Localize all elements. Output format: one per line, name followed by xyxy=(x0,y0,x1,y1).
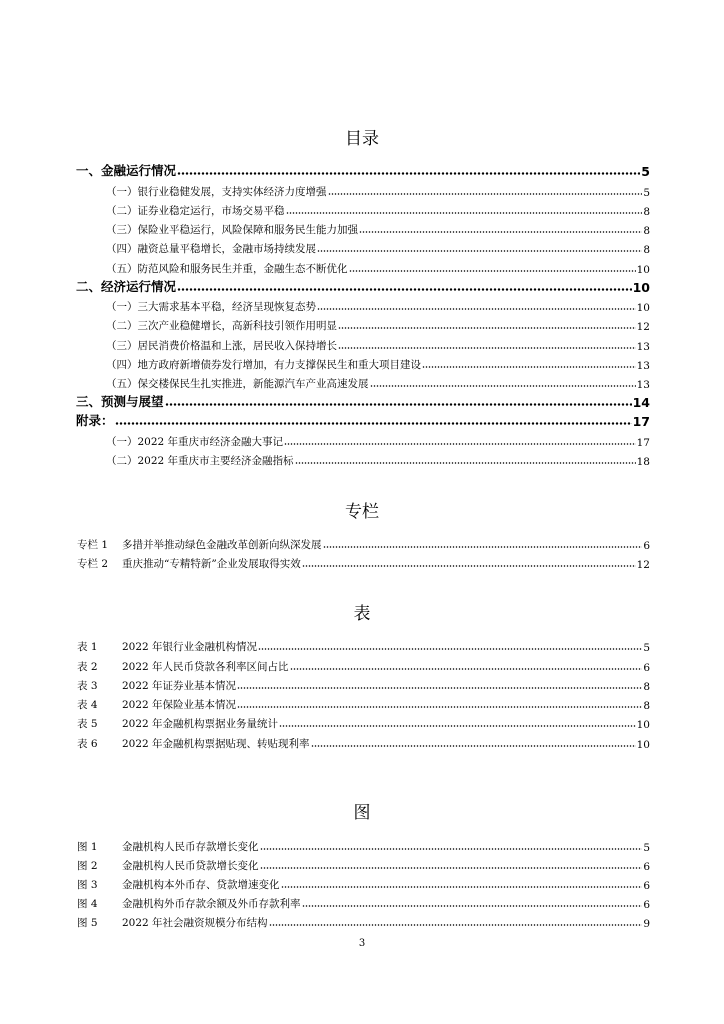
dot-leader xyxy=(177,288,632,291)
table-entry[interactable]: 表 6 2022 年金融机构票据贴现、转贴现利率 10 xyxy=(77,738,650,751)
dot-leader xyxy=(349,270,636,272)
dot-leader xyxy=(302,565,636,567)
figure-entry[interactable]: 图 1 金融机构人民币存款增长变化 5 xyxy=(77,841,650,854)
figure-entry[interactable]: 图 4 金融机构外币存款余额及外币存款利率 6 xyxy=(77,898,650,911)
dot-leader xyxy=(258,648,642,650)
table-entry[interactable]: 表 2 2022 年人民币贷款各利率区间占比 6 xyxy=(77,661,650,674)
toc-entry[interactable]: （四）融资总量平稳增长，金融市场持续发展 8 xyxy=(106,243,650,256)
tables-title: 表 xyxy=(353,604,371,624)
dot-leader xyxy=(115,422,632,425)
dot-leader xyxy=(295,462,636,464)
toc-entry[interactable]: （五）防范风险和服务民生并重，金融生态不断优化 10 xyxy=(106,263,650,276)
figure-entry[interactable]: 图 3 金融机构本外币存、贷款增速变化 6 xyxy=(77,879,650,892)
toc-entry[interactable]: （二）2022 年重庆市主要经济金融指标 18 xyxy=(106,455,650,468)
dot-leader xyxy=(302,905,643,907)
dot-leader xyxy=(317,308,636,310)
columns-title: 专栏 xyxy=(345,502,379,522)
dot-leader xyxy=(269,924,643,926)
toc-entry[interactable]: （三）居民消费价格温和上涨，居民收入保持增长 13 xyxy=(106,340,650,353)
dot-leader xyxy=(237,687,642,689)
toc-entry[interactable]: （五）保交楼保民生扎实推进，新能源汽车产业高速发展 13 xyxy=(106,378,650,391)
figure-entry[interactable]: 图 5 2022 年社会融资规模分布结构 9 xyxy=(77,917,650,930)
dot-leader xyxy=(279,725,636,727)
table-entry[interactable]: 表 1 2022 年银行业金融机构情况 5 xyxy=(77,641,650,654)
dot-leader xyxy=(290,668,643,670)
toc-entry[interactable]: 一、金融运行情况 5 xyxy=(76,163,650,179)
dot-leader xyxy=(328,193,643,195)
toc-entry[interactable]: 二、经济运行情况 10 xyxy=(76,279,650,295)
toc-entry[interactable]: （三）保险业平稳运行，风险保障和服务民生能力加强 8 xyxy=(106,224,650,237)
table-entry[interactable]: 表 3 2022 年证券业基本情况 8 xyxy=(77,680,650,693)
toc-entry[interactable]: 三、预测与展望 14 xyxy=(76,394,650,410)
dot-leader xyxy=(317,250,642,252)
dot-leader xyxy=(281,886,643,888)
dot-leader xyxy=(311,745,636,747)
dot-leader xyxy=(422,366,636,368)
toc-entry[interactable]: （一）三大需求基本平稳，经济呈现恢复态势 10 xyxy=(106,301,650,314)
figures-title: 图 xyxy=(353,803,371,823)
toc-entry[interactable]: （二）三次产业稳健增长，高新科技引领作用明显 12 xyxy=(106,320,650,333)
dot-leader xyxy=(260,848,643,850)
toc-entry[interactable]: （四）地方政府新增债券发行增加，有力支撑保民生和重大项目建设 13 xyxy=(106,359,650,372)
figure-entry[interactable]: 图 2 金融机构人民币贷款增长变化 6 xyxy=(77,860,650,873)
dot-leader xyxy=(370,385,636,387)
dot-leader xyxy=(284,443,636,445)
column-entry[interactable]: 专栏 1 多措并举推动绿色金融改革创新向纵深发展 6 xyxy=(77,539,650,552)
table-entry[interactable]: 表 5 2022 年金融机构票据业务量统计 10 xyxy=(77,718,650,731)
toc-entry[interactable]: 附录： 17 xyxy=(76,413,650,429)
toc-entry[interactable]: （一）2022 年重庆市经济金融大事记 17 xyxy=(106,436,650,449)
toc-entry[interactable]: （一）银行业稳健发展，支持实体经济力度增强 5 xyxy=(106,186,650,199)
dot-leader xyxy=(165,403,632,406)
dot-leader xyxy=(359,231,642,233)
dot-leader xyxy=(260,867,643,869)
dot-leader xyxy=(237,706,642,708)
dot-leader xyxy=(338,327,636,329)
dot-leader xyxy=(286,212,643,214)
toc-title: 目录 xyxy=(345,129,379,149)
dot-leader xyxy=(323,546,643,548)
toc-entry[interactable]: （二）证券业稳定运行，市场交易平稳 8 xyxy=(106,205,650,218)
page-number: 3 xyxy=(358,938,366,949)
dot-leader xyxy=(177,172,640,175)
dot-leader xyxy=(338,347,636,349)
column-entry[interactable]: 专栏 2 重庆推动“专精特新”企业发展取得实效 12 xyxy=(77,558,650,571)
table-entry[interactable]: 表 4 2022 年保险业基本情况 8 xyxy=(77,699,650,712)
